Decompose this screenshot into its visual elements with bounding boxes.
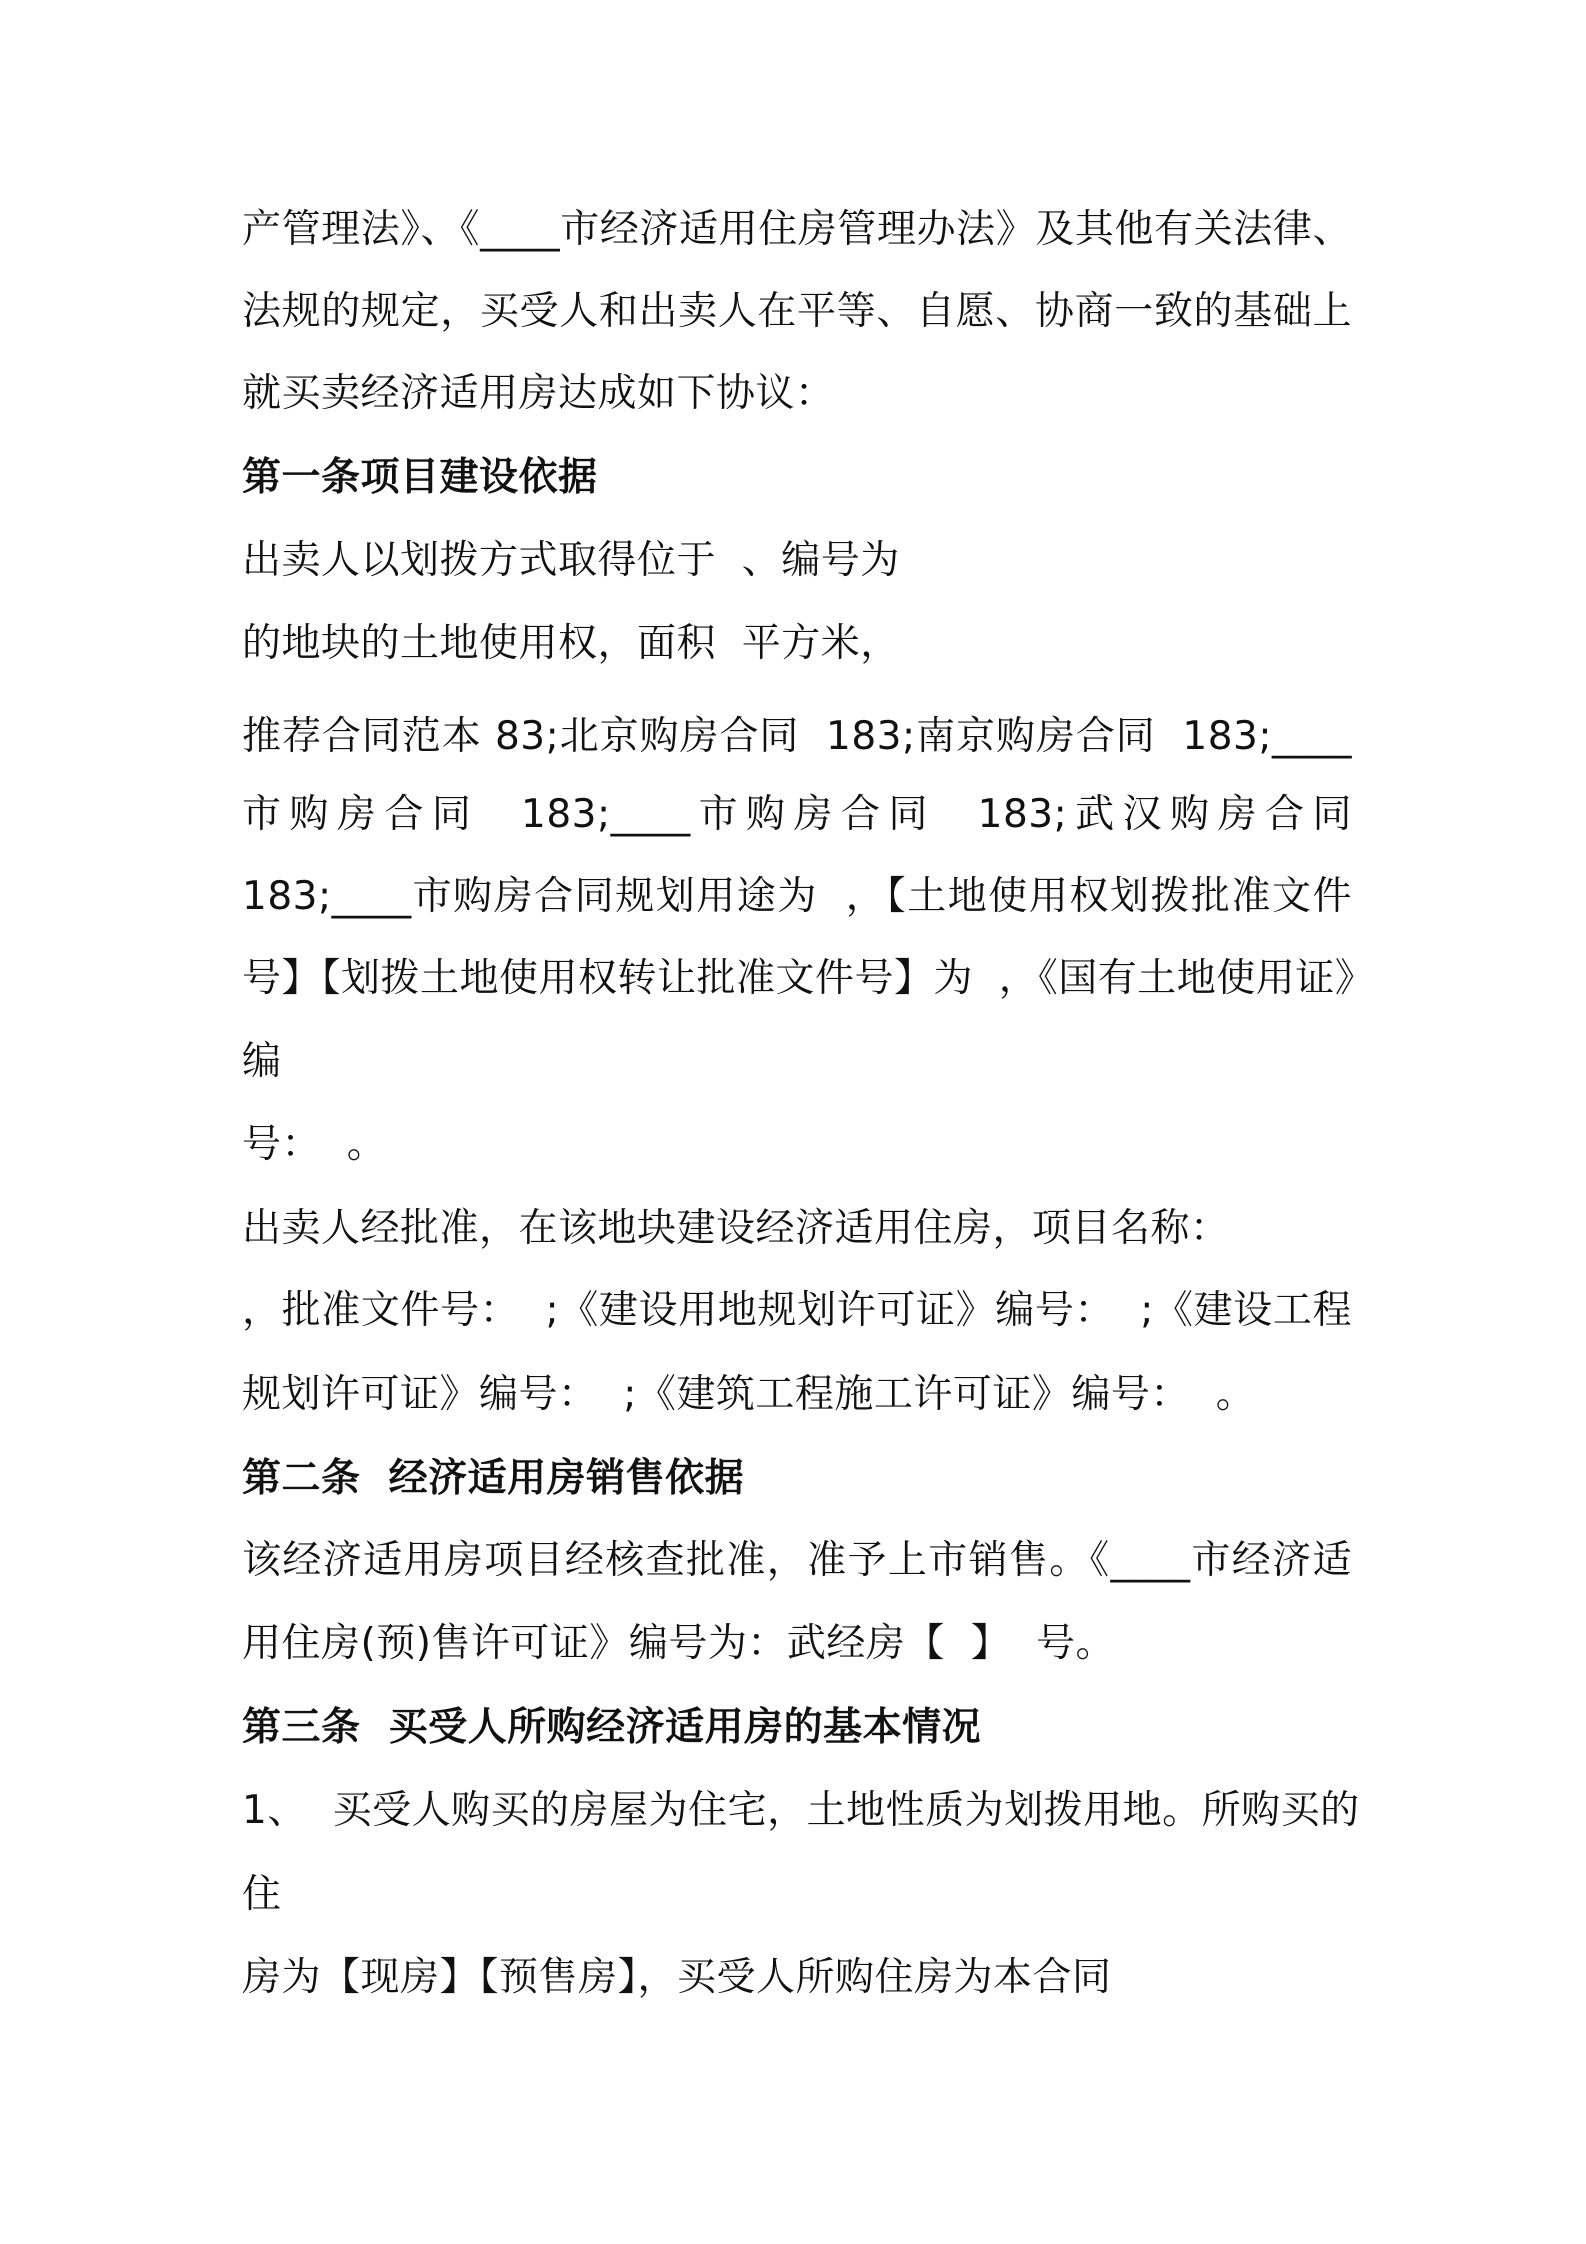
section-heading: 第三条 买受人所购经济适用房的基本情况 (242, 1705, 982, 1750)
text-line: 用住房(预)售许可证》编号为：武经房【 】 号。 (242, 1621, 1116, 1666)
text-line: 住 (242, 1872, 282, 1917)
text-line: 号】【划拨土地使用权转让批准文件号】为 ，《国有土地使用证》 (242, 956, 1375, 1001)
text-line: 183;____市购房合同规划用途为 ，【土地使用权划拨批准文件 (242, 874, 1352, 919)
text-line: 规划许可证》编号： ;《建筑工程施工许可证》编号： 。 (242, 1372, 1256, 1417)
section-heading: 第二条 经济适用房销售依据 (242, 1456, 745, 1501)
text-line: 号： 。 (242, 1122, 387, 1167)
text-line: 编 (242, 1039, 282, 1084)
text-line: 推荐合同范本 83;北京购房合同 183;南京购房合同 183;____ (242, 714, 1352, 759)
text-line: ，批准文件号： ;《建设用地规划许可证》编号： ;《建设工程 (242, 1288, 1352, 1333)
text-line: 出卖人以划拨方式取得位于 、编号为 (242, 538, 900, 583)
text-line: 出卖人经批准，在该地块建设经济适用住房，项目名称： (242, 1206, 1230, 1251)
text-line: 的地块的土地使用权，面积 平方米， (242, 621, 900, 666)
section-heading: 第一条项目建设依据 (242, 455, 598, 500)
text-line: 市购房合同 183;____市购房合同 183;武汉购房合同 (242, 792, 1352, 837)
text-line: 产管理法》、《____市经济适用住房管理办法》及其他有关法律、 (242, 207, 1352, 252)
text-line: 该经济适用房项目经核查批准，准予上市销售。《____市经济适 (242, 1538, 1352, 1583)
text-line: 法规的规定，买受人和出卖人在平等、自愿、协商一致的基础上 (242, 289, 1352, 334)
text-line: 就买卖经济适用房达成如下协议： (242, 371, 835, 416)
text-line: 1、 买受人购买的房屋为住宅，土地性质为划拨用地。所购买的 (242, 1788, 1360, 1833)
text-line: 房为【现房】【预售房】，买受人所购住房为本合同 (242, 1955, 1112, 2000)
